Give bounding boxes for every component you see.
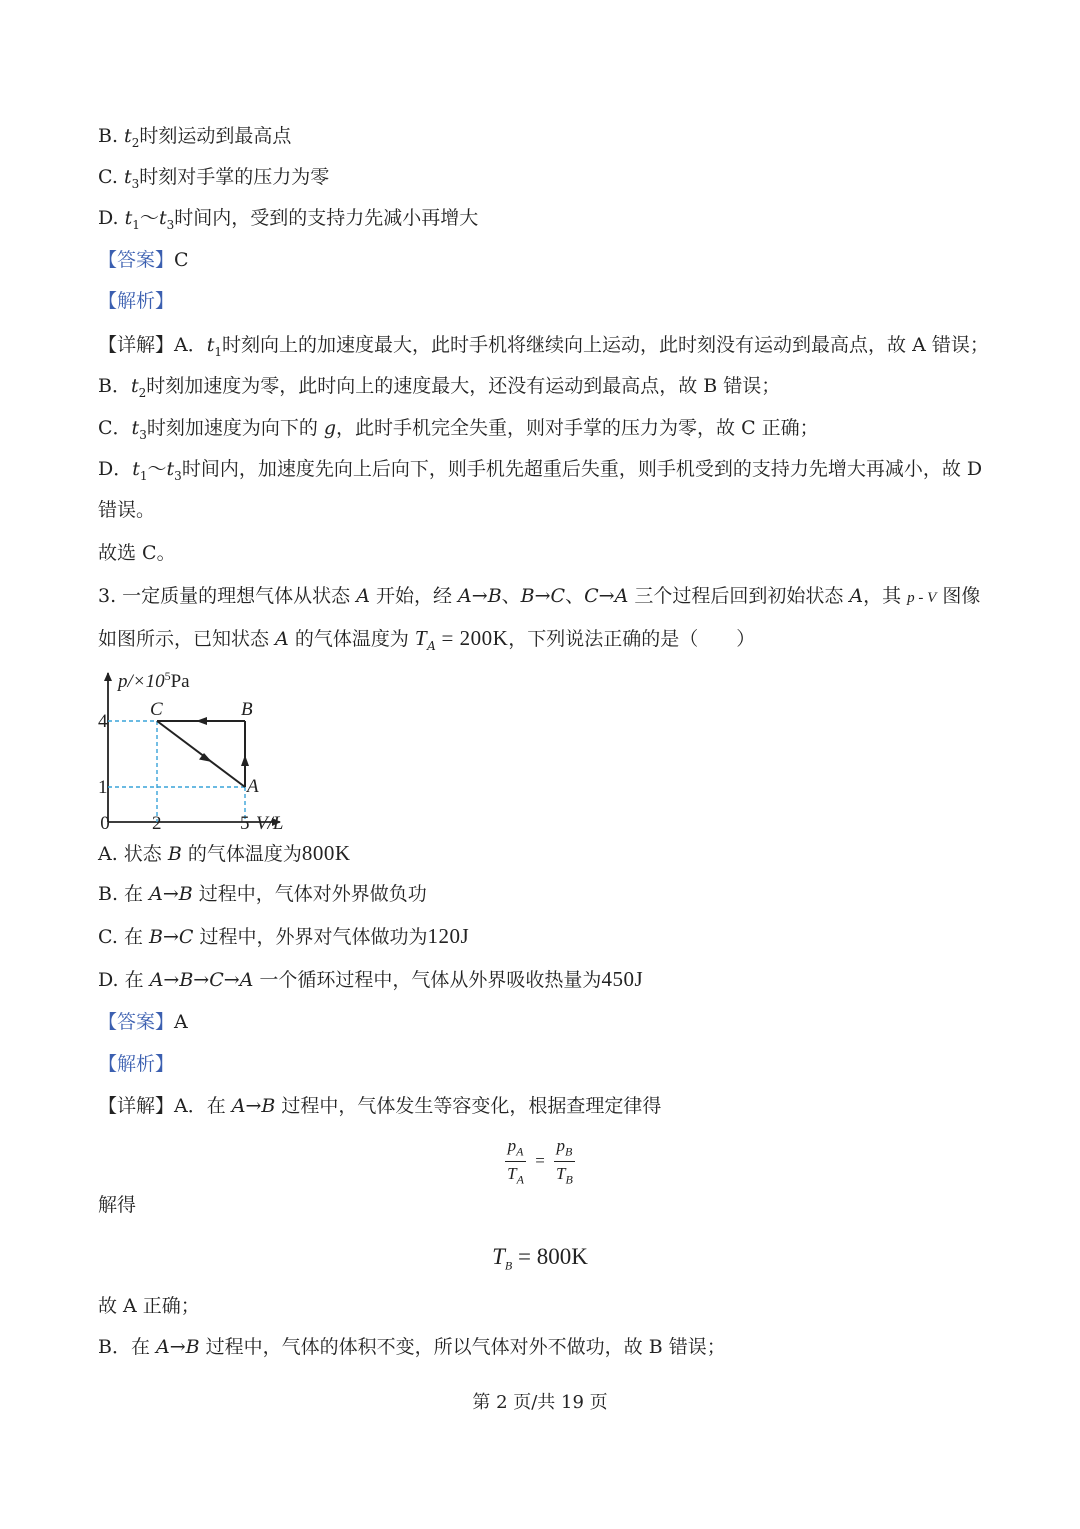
q2-option-c: C. $t_3$时刻对手掌的压力为零 [98,166,330,191]
q2-detail-a: 【详解】A．$t_1$时刻向上的加速度最大，此时手机将继续向上运动，此时刻没有运动到最高点，故 A 错误； [98,334,989,359]
q2-option-d: D. $t_1\sim t_3$时间内，受到的支持力先减小再增大 [98,207,479,232]
q3-stem-line1: 3. 一定质量的理想气体从状态 A 开始，经 A→B、B→C、C→A 三个过程后回到初始状态 A，其 p - V 图像 [98,585,981,607]
origin-label: 0 [100,813,110,834]
formula-tb-result: $T_B = 800K$ [492,1244,588,1273]
pv-diagram [88,665,308,837]
point-label-a: A [247,776,259,797]
page-footer: 第 2 页/共 19 页 [472,1392,608,1413]
q3-answer: 【答案】A [98,1011,188,1033]
q2-analysis-label: 【解析】 [98,290,175,312]
q3-solve-label: 解得 [98,1194,137,1216]
q3-conclusion-a: 故 A 正确； [98,1295,200,1317]
y-axis-label: $p/\times 10^5Pa$ [118,669,190,692]
arrow-a-b [241,755,249,766]
q3-detail-a: 【详解】A．在 A→B 过程中，气体发生等容变化，根据查理定律得 [98,1095,662,1117]
q3-option-b: B. 在 A→B 过程中，气体对外界做负功 [98,883,427,905]
q2-detail-c: C．$t_3$时刻加速度为向下的 g，此时手机完全失重，则对手掌的压力为零，故 C 正确； [98,417,819,442]
q2-detail-b: B．$t_2$时刻加速度为零，此时向上的速度最大，还没有运动到最高点，故 B 错误； [98,375,781,400]
q2-answer: 【答案】C [98,249,189,271]
q3-detail-b: B．在 A→B 过程中，气体的体积不变，所以气体对外不做功，故 B 错误； [98,1336,726,1358]
arrow-b-c [196,717,207,725]
q3-stem-line2: 如图所示，已知状态 A 的气体温度为 $T_A = 200K$，下列说法正确的是（ ） [98,626,756,653]
q2-detail-d: D．$t_1\sim t_3$时间内，加速度先向上后向下，则手机先超重后失重，则手机受到的支持力先增大再减小，故 D [98,458,983,483]
x-axis-label: V/L [256,813,284,834]
y-tick-4: 4 [98,711,108,732]
q2-conclusion: 故选 C。 [98,542,176,564]
point-label-c: C [150,699,163,720]
q2-option-b: B. $t_2$时刻运动到最高点 [98,125,292,150]
segment-c-a [157,721,245,787]
x-tick-5: 5 [240,813,250,834]
formula-charles-law: $\frac{p_A}{T_A}$ = $\frac{p_B}{T_B}$ [0,1136,1080,1188]
q3-option-a: A. 状态 B 的气体温度为800K [98,841,351,865]
q3-option-d: D. 在 A→B→C→A 一个循环过程中，气体从外界吸收热量为450J [98,967,644,991]
y-tick-1: 1 [98,777,108,798]
q3-analysis-label: 【解析】 [98,1053,175,1075]
q3-option-c: C. 在 B→C 过程中，外界对气体做功为120J [98,924,470,948]
point-label-b: B [241,699,253,720]
x-tick-2: 2 [152,813,162,834]
q2-detail-d-cont: 错误。 [98,499,156,521]
